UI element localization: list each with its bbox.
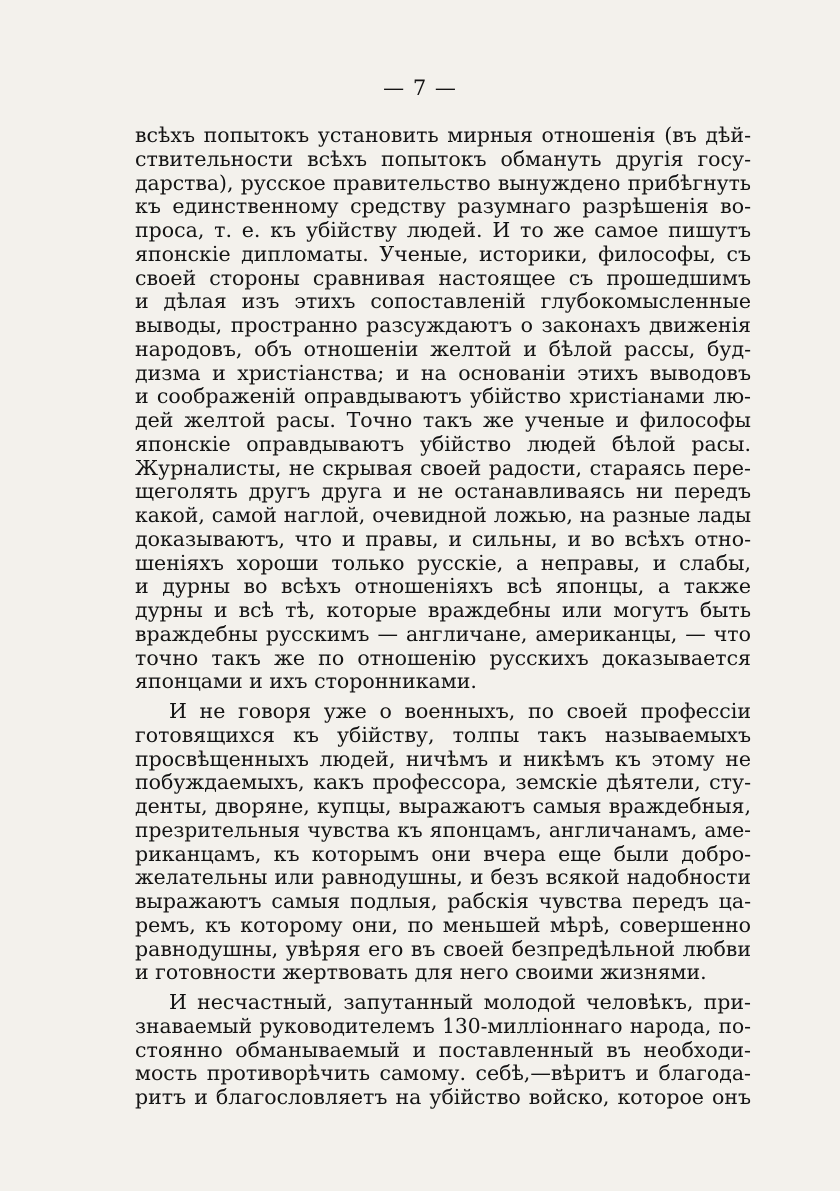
paragraph [135,991,751,1110]
text-line: равнодушны, увѣряя его въ своей безпредѣльной любви [135,937,751,961]
paragraph [135,700,751,985]
text-line: японцами и ихъ сторонниками. [135,670,477,694]
page-number: — 7 — [383,76,457,100]
text-line: доказываютъ, что и правы, и сильны, и во всѣхъ отно- [135,527,751,551]
text-line: желательны или равнодушны, и безъ всякой надобности [135,866,751,890]
text-line: и готовности жертвовать для него своими жизнями. [135,961,707,985]
text-line: ритъ и благословляетъ на убійство войско, которое онъ [135,1086,751,1109]
text-line: дей желтой расы. Точно такъ же ученые и философы [135,409,751,432]
text-line: своей стороны сравнивая настоящее съ прошедшимъ [135,266,751,290]
text-line: Журналисты, не скрывая своей радости, стараясь пере- [135,456,751,480]
text-line: точно такъ же по отношенію русскихъ доказывается [135,646,751,670]
text-line: японскіе дипломаты. Ученые, историки, философы, съ [135,242,751,266]
text-line: дурны и всѣ тѣ, которые враждебны или могутъ быть [135,599,751,622]
paragraph [135,124,751,694]
text-line: выражаютъ самыя подлыя, рабскія чувства передъ ца- [135,890,751,913]
text-line: готовящихся къ убійству, толпы такъ называемыхъ [135,723,751,747]
text-line: проса, т. е. къ убійству людей. И то же самое пишутъ [135,219,751,242]
text-line: стоянно обманываемый и поставленный въ необходи- [135,1038,751,1062]
text-line: знаваемый руководителемъ 130-милліоннаго народа, по- [135,1014,751,1038]
text-line: побуждаемыхъ, какъ профессора, земскіе дѣятели, сту- [135,771,751,795]
text-line: риканцамъ, къ которымъ они вчера еще были добро- [135,842,751,866]
text-line: дарства), русское правительство вынуждено прибѣгнуть [135,171,751,195]
text-line: И не говоря уже о военныхъ, по своей профессіи [169,700,751,723]
text-line: и соображеній оправдываютъ убійство христіанами лю- [135,385,751,409]
text-line: какой, самой наглой, очевидной ложью, на разные лады [135,504,751,527]
text-line: къ единственному средству разумнаго разрѣшенія во- [135,195,751,219]
text-line: враждебны русскимъ — англичане, американцы, — что [135,622,751,646]
text-line: народовъ, объ отношеніи желтой и бѣлой рассы, буд- [135,337,751,361]
text-line: ремъ, къ которому они, по меньшей мѣрѣ, совершенно [135,913,751,937]
body-text [135,124,751,1110]
text-line: ствительности всѣхъ попытокъ обмануть другія госу- [135,147,751,171]
text-line: денты, дворяне, купцы, выражаютъ самыя враждебныя, [135,795,751,818]
text-line: и дѣлая изъ этихъ сопоставленій глубокомысленные [135,290,751,314]
text-line: И несчастный, запутанный молодой человѣкъ, при- [169,991,751,1014]
text-line: шеніяхъ хороши только русскіе, а неправы, и слабы, [135,551,751,575]
text-line: просвѣщенныхъ людей, ничѣмъ и никѣмъ къ этому не [135,747,751,771]
text-line: презрительныя чувства къ японцамъ, англичанамъ, аме- [135,818,751,842]
text-line: японскіе оправдываютъ убійство людей бѣлой расы. [135,432,751,456]
text-line: всѣхъ попытокъ установить мирныя отношенія (въ дѣй- [135,124,751,147]
text-line: мость противорѣчить самому. себѣ,—вѣритъ и благода- [135,1062,751,1086]
text-line: и дурны во всѣхъ отношеніяхъ всѣ японцы, а также [135,575,751,599]
text-line: выводы, пространно разсуждаютъ о законахъ движенія [135,314,751,337]
text-line: дизма и христіанства; и на основаніи этихъ выводовъ [135,361,751,385]
text-line: щеголять другъ друга и не останавливаясь ни передъ [135,480,751,504]
